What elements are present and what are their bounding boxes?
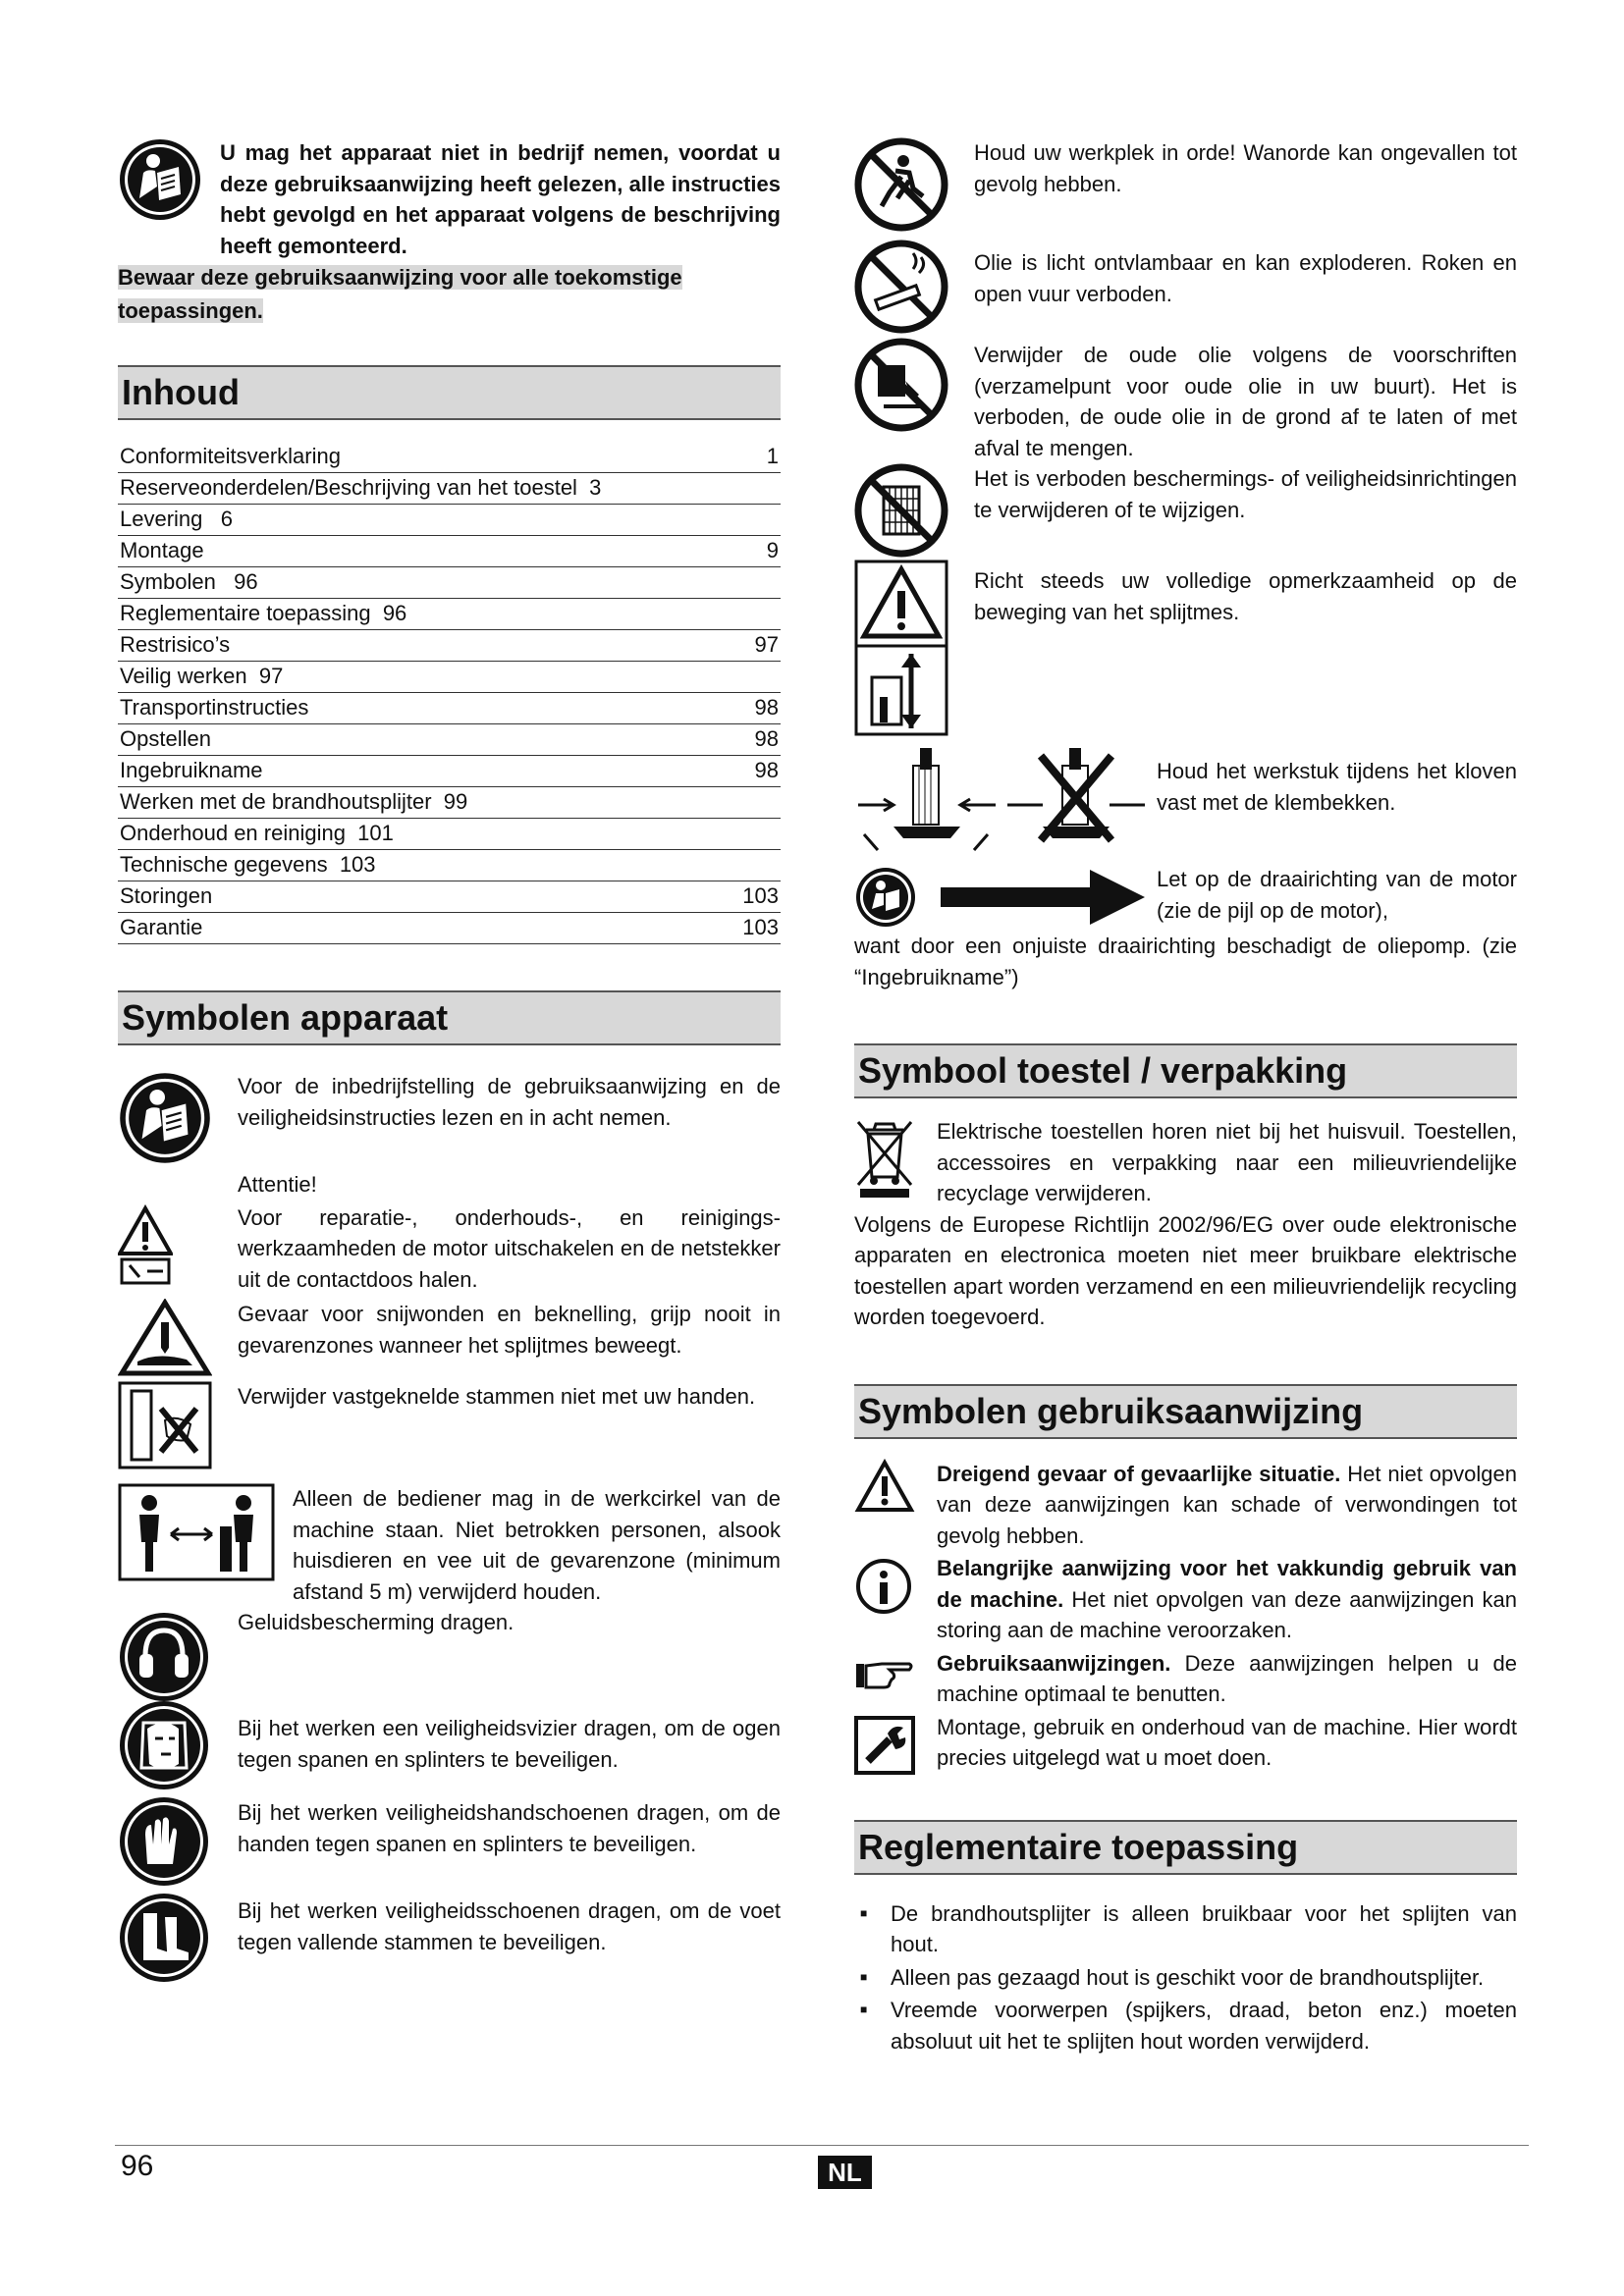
warning-triangle-icon [854,1459,937,1514]
attention-movement-text: Richt steeds uw volledige opmerkzaamheid op de beweging van het splijtmes. [974,568,1517,624]
reglementair-list [854,1898,1517,2057]
footer-divider [115,2145,1529,2146]
toc-label: Werken met de brandhoutsplijter 99 [120,789,468,814]
tripping-hazard-icon [854,137,974,232]
weee-text: Elektrische toestellen horen niet bij het huisvuil. Toestellen, accessoires en verpakking naar een milieuvriendelijke recyclage verwijderen. [937,1119,1517,1205]
symbol-info [854,1553,1517,1646]
toc-label: Garantie [120,915,203,939]
toc-heading: Inhoud [118,365,781,420]
toc-row [118,819,781,850]
list-item: ■ Vreemde voorwerpen (spijkers, draad, beton enz.) moeten absoluut uit het te splijten hout worden verwijderd. [854,1995,1517,2056]
symbol-danger [854,1459,1517,1552]
toc-label: Transportinstructies [120,695,309,720]
rotation-direction-icon [854,862,1157,929]
safety-boots-icon [118,1892,238,1984]
pointing-hand-icon [854,1648,937,1693]
left-column [118,137,781,1984]
hint-text [937,1648,1517,1710]
symbol-stuck-logs [118,1381,781,1469]
weee-directive-text: Volgens de Europese Richtlijn 2002/96/EG over oude elektronische apparaten en electronica moeten niet meer bruikbare elektrische toestellen apart worden verzamend en een milieuvriendelijk recycling worden toegevoerd. [854,1211,1517,1329]
toc-label: Onderhoud en reiniging 101 [120,821,394,845]
read-manual-icon [118,137,206,222]
symbol-hold-workpiece [854,746,1517,854]
toc-row [118,630,781,662]
operator-only-text: Alleen de bediener mag in de werkcirkel van de machine staan. Niet betrokken personen, alsook huisdieren en vee uit de gevarenzone (minimum afstand 5 m) verwijderd houden. [293,1486,781,1604]
toc-row [118,662,781,693]
no-remove-guards-text: Het is verboden beschermings- of veiligheidsinrichtingen te verwijderen of te wijzigen. [974,466,1517,522]
face-shield-icon [118,1699,238,1791]
toc-label: Reserveonderdelen/Beschrijving van het toestel 3 [120,475,602,500]
keep-manual-note: Bewaar deze gebruiksaanwijzing voor alle toekomstige toepassingen. [118,265,682,323]
cut-danger-text: Gevaar voor snijwonden en beknelling, grijp nooit in gevarenzones wanneer het splijtmes beweegt. [238,1302,781,1358]
wrench-icon [854,1712,937,1775]
toc-row [118,567,781,599]
toc-row [118,505,781,536]
symbol-oil-flammable [854,240,1517,334]
hint-bold: Gebruiksaanwijzingen. [937,1650,1171,1676]
symbol-no-remove-guards [854,463,1517,558]
symbol-read-manual-text: Voor de inbedrijfstelling de gebruiksaanwijzing en de veiligheidsinstructies lezen en in acht nemen. [238,1074,781,1130]
toc-row [118,473,781,505]
toc-page: 1 [766,444,779,468]
toc-page: 103 [742,883,779,908]
operator-zone-icon [118,1483,293,1581]
toc-page: 98 [754,695,779,720]
intro-warning [118,137,781,261]
toc-label: Conformiteitsverklaring [120,444,341,468]
info-icon [854,1553,937,1616]
no-hands-icon [118,1381,238,1469]
symbol-attention-movement [854,560,1517,738]
visor-text: Bij het werken een veiligheidsvizier dragen, om de ogen tegen spanen en splinters te beveiligen. [238,1716,781,1772]
page-number: 96 [121,2150,154,2182]
toc-row [118,693,781,724]
toc-page: 9 [766,538,779,562]
hold-workpiece-text: Houd het werkstuk tijdens het kloven vast met de klembekken. [1157,759,1517,815]
toc-row [118,536,781,567]
symbol-gloves [118,1795,781,1888]
toc-label: Ingebruikname [120,758,263,782]
toc-label: Symbolen 96 [120,569,258,594]
symbol-order [854,137,1517,232]
toc-row [118,724,781,756]
old-oil-text: Verwijder de oude olie volgens de voorschriften (verzamelpunt voor oude olie in uw buurt). Het is verboden, de oude olie in de grond af te laten of met afval te mengen. [974,343,1517,460]
wrench-text: Montage, gebruik en onderhoud van de machine. Hier wordt precies uitgelegd wat u moet doen. [937,1714,1517,1770]
toc-row [118,787,781,819]
info-text [937,1553,1517,1646]
toc-page: 97 [754,632,779,657]
rotation-text-2: want door een onjuiste draairichting beschadigt de oliepomp. (zie “Ingebruikname”) [854,934,1517,989]
read-manual-icon [118,1071,238,1165]
attention-title: Attentie! [238,1172,317,1197]
symbol-weee [854,1116,1517,1209]
symbool-toestel-heading: Symbool toestel / verpakking [854,1043,1517,1098]
symbolen-apparaat-heading: Symbolen apparaat [118,990,781,1045]
toc-label: Montage [120,538,204,562]
attention-text: Voor reparatie-, onderhouds-, en reinigings-werkzaamheden de motor uitschakelen en de netstekker uit de contactdoos halen. [238,1204,781,1292]
gloves-text: Bij het werken veiligheidshandschoenen dragen, om de handen tegen spanen en splinters te beveiligen. [238,1800,781,1856]
shoes-text: Bij het werken veiligheidsschoenen dragen, om de voet tegen vallende stammen te beveiligen. [238,1898,781,1954]
clamp-workpiece-icon [854,746,1157,854]
list-item: ■ Alleen pas gezaagd hout is geschikt voor de brandhoutsplijter. [854,1962,1517,1994]
no-oil-dumping-icon [854,338,974,432]
danger-bold: Dreigend gevaar of gevaarlijke situatie. [937,1461,1341,1486]
weee-bin-icon [854,1116,937,1199]
reglementair-heading: Reglementaire toepassing [854,1820,1517,1875]
maintenance-warning-icon [118,1169,238,1287]
moving-blade-warning-icon [854,560,974,738]
symbol-cut-danger [118,1299,781,1377]
gloves-icon [118,1795,238,1888]
symbolen-gebruik-heading: Symbolen gebruiksaanwijzing [854,1384,1517,1439]
symbol-operator-only [118,1483,781,1607]
intro-warning-text: U mag het apparaat niet in bedrijf nemen, voordat u deze gebruiksaanwijzing heeft gelezen, alle instructies hebt gevolgd en het apparaat volgens de beschrijving heeft gemonteerd. [220,140,781,258]
rotation-text-1: Let op de draairichting van de motor (zie de pijl op de motor), [1157,867,1517,923]
order-text: Houd uw werkplek in orde! Wanorde kan ongevallen tot gevolg hebben. [974,140,1517,196]
toc-row [118,850,781,881]
toc-label: Levering 6 [120,507,233,531]
symbol-shoes [118,1892,781,1984]
symbol-ear-protection [118,1607,781,1703]
symbol-read-manual [118,1071,781,1165]
info-bold: Belangrijke aanwijzing voor het vakkundig gebruik van de machine. [937,1556,1517,1612]
symbol-visor [118,1699,781,1791]
hint-desc: Deze aanwijzingen helpen u de machine optimaal te benutten. [937,1650,1517,1706]
toc-page: 98 [754,758,779,782]
toc-label: Opstellen [120,726,211,751]
toc-label: Veilig werken 97 [120,664,284,688]
toc-label: Storingen [120,883,213,908]
oil-flammable-text: Olie is licht ontvlambaar en kan exploderen. Roken en open vuur verboden. [974,250,1517,306]
toc-row [118,756,781,787]
toc-label: Restrisico’s [120,632,231,657]
symbol-hint [854,1648,1517,1710]
language-badge: NL [818,2156,872,2189]
stuck-logs-text: Verwijder vastgeknelde stammen niet met uw handen. [238,1384,756,1409]
info-desc: Het niet opvolgen van deze aanwijzingen kan storing aan de machine veroorzaken. [937,1586,1518,1642]
toc-label: Reglementaire toepassing 96 [120,601,407,625]
cut-hazard-icon [118,1299,238,1377]
ear-protection-icon [118,1607,238,1703]
no-smoking-icon [854,240,974,334]
symbol-rotation [854,862,1517,929]
toc-list [118,442,781,944]
symbol-attention [118,1169,781,1295]
symbol-wrench [854,1712,1517,1775]
danger-desc: Het niet opvolgen van deze aanwijzingen kan schade of verwondingen tot gevolg hebben. [937,1461,1518,1548]
symbol-old-oil [854,338,1517,463]
ear-protection-text: Geluidsbescherming dragen. [238,1610,514,1634]
toc-page: 98 [754,726,779,751]
toc-label: Technische gegevens 103 [120,852,376,877]
toc-row [118,913,781,944]
toc-page: 103 [742,915,779,939]
right-column [854,137,1517,2058]
toc-row [118,442,781,473]
list-item: ■ De brandhoutsplijter is alleen bruikbaar voor het splijten van hout. [854,1898,1517,1960]
toc-row [118,599,781,630]
toc-row [118,881,781,913]
danger-text [937,1459,1517,1552]
no-guard-removal-icon [854,463,974,558]
